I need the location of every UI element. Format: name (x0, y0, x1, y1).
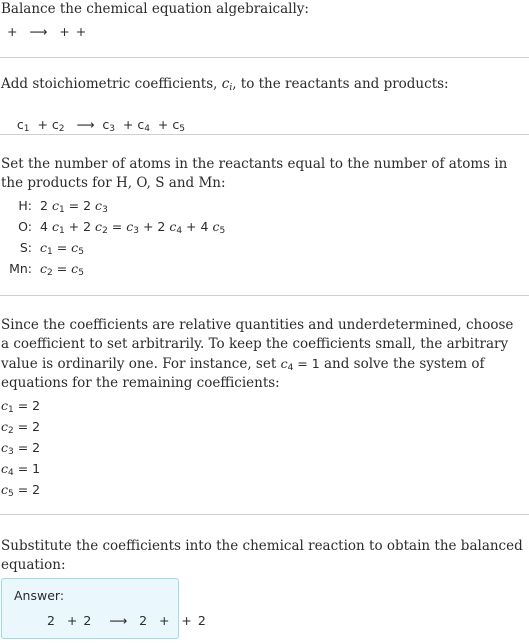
intro-title: Balance the chemical equation algebraically: (1, 1, 309, 17)
equation-s: $c_1 = c_5$ (40, 240, 84, 257)
solution-list (1, 395, 527, 500)
solution-item: $c_1 = 2$ (1, 398, 41, 415)
solution-item: $c_4 = 1$ (1, 461, 41, 478)
solution-item: $c_3 = 2$ (1, 440, 41, 457)
equation-row-s: S: $c_1 = c_5$ (19, 240, 84, 257)
intro-section (1, 0, 527, 41)
equation-o: 4 $c_1 + 2$ $c_2 = c_3 + 2$ $c_4 + 4$ $c_5$ (40, 219, 226, 236)
divider (0, 57, 529, 58)
equation-mn: $c_2 = c_5$ (40, 261, 84, 278)
equation-h: 2 $c_1 = 2$ $c_3$ (40, 198, 108, 215)
balanced-equation: 2 + 2 ⟶ 2 + + 2 (47, 613, 212, 628)
answer-label: Answer: (14, 588, 65, 603)
equation-row-o: O: 4 $c_1 + 2$ $c_2 = c_3 + 2$ $c_4 + 4$ $c_5$ (18, 219, 226, 236)
coef-term: $c_4$ + (137, 117, 173, 134)
divider (0, 295, 529, 296)
atom-balance-title: Set the number of atoms in the reactants equal to the number of atoms in the products for H, O, S and Mn: (1, 156, 508, 191)
solution-item: $c_2 = 2$ (1, 419, 41, 436)
reaction-with-coefficients (1, 96, 527, 153)
answer-box (1, 578, 212, 639)
unbalanced-reaction: + ⟶ + + (1, 24, 93, 39)
atom-balance-section (1, 155, 527, 279)
coef-term: $c_5$ (172, 117, 185, 134)
solve-section (1, 316, 527, 500)
solve-text: Since the coefficients are relative quantities and underdetermined, choose a coefficient to set arbitrarily. To keep the coefficients small, the arbitrary value is ordinarily one. For instance, set $c_4 = 1$ and solve the system of equations for the remaining coefficients: (1, 317, 514, 391)
coef-term: $c_3$ + (102, 117, 138, 134)
divider (0, 134, 529, 135)
result-title: Substitute the coefficients into the chemical reaction to obtain the balanced equation: (1, 538, 523, 573)
equation-row-h: H: 2 $c_1 = 2$ $c_3$ (18, 198, 108, 215)
result-section (1, 537, 527, 575)
coef-term: $c_2$ ⟶ (51, 117, 103, 134)
coefficients-title: Add stoichiometric coefficients, $c_i$, to the reactants and products: (1, 76, 449, 93)
coef-term: $c_1$ + (16, 117, 52, 134)
divider (0, 514, 529, 515)
coefficients-section (1, 75, 527, 153)
solution-item: $c_5 = 2$ (1, 482, 41, 499)
equation-row-mn: Mn: $c_2 = c_5$ (9, 261, 84, 278)
atom-equations (1, 195, 527, 279)
